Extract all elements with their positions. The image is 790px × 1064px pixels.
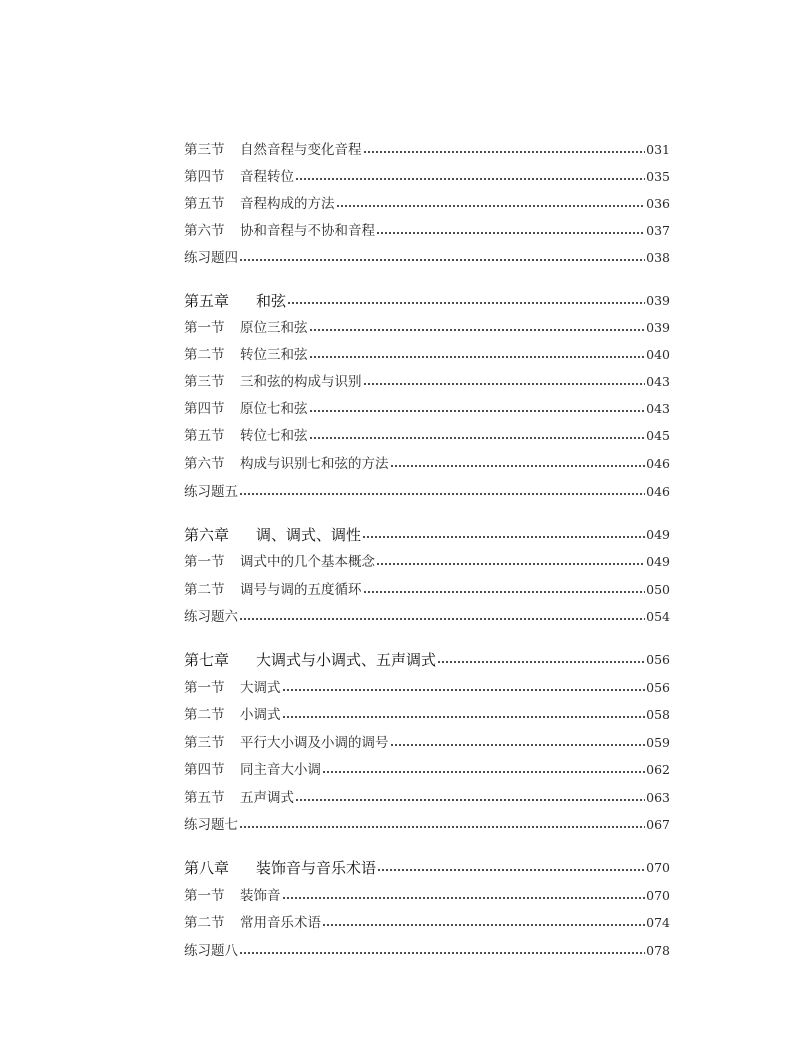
dot-leader	[295, 177, 645, 181]
entry-label	[184, 859, 376, 877]
dot-leader	[362, 535, 645, 539]
section-entry	[184, 757, 670, 779]
dot-leader	[390, 743, 646, 747]
chapter-entry	[184, 288, 670, 310]
dot-leader	[309, 436, 646, 440]
section-entry	[184, 191, 670, 213]
dot-leader	[282, 715, 646, 719]
section-number: 第四节	[184, 169, 225, 185]
section-number: 第二节	[184, 915, 225, 931]
page-number: 043	[646, 401, 670, 416]
dot-leader	[390, 464, 646, 468]
page-number: 063	[646, 790, 670, 805]
entry-title: 练习题六	[184, 609, 238, 625]
exercise-entry	[184, 812, 670, 834]
entry-title: 音程转位	[240, 169, 294, 185]
page-number: 078	[646, 943, 670, 958]
entry-label	[184, 319, 308, 337]
chapter-entry	[184, 522, 670, 544]
dot-leader	[309, 409, 646, 413]
page-number: 031	[646, 142, 670, 157]
chapter-title: 和弦	[256, 292, 287, 310]
entry-label	[184, 706, 281, 724]
section-number: 第五节	[184, 428, 225, 444]
page-number: 038	[646, 250, 670, 265]
section-number: 第五节	[184, 790, 225, 806]
section-entry	[184, 577, 670, 599]
entry-label	[184, 222, 375, 240]
entry-label	[184, 761, 321, 779]
page-number: 046	[646, 456, 670, 471]
entry-label	[184, 651, 436, 669]
dot-leader	[377, 868, 645, 872]
entry-title: 五声调式	[240, 790, 294, 806]
dot-leader	[309, 328, 646, 332]
entry-label	[184, 679, 281, 697]
page-number: 070	[646, 888, 670, 903]
entry-label	[184, 141, 362, 159]
page-number: 045	[646, 428, 670, 443]
page-number: 056	[646, 680, 670, 695]
page-number: 070	[646, 860, 670, 875]
page-number: 058	[646, 707, 670, 722]
page-number: 067	[646, 817, 670, 832]
section-entry	[184, 342, 670, 364]
dot-leader	[239, 492, 645, 496]
dot-leader	[295, 798, 645, 802]
section-entry	[184, 883, 670, 905]
section-entry	[184, 702, 670, 724]
section-number: 第四节	[184, 401, 225, 417]
entry-label	[184, 887, 281, 905]
page-number: 043	[646, 374, 670, 389]
dot-leader	[363, 590, 646, 594]
entry-title: 调式中的几个基本概念	[240, 554, 375, 570]
section-number: 第一节	[184, 554, 225, 570]
section-entry	[184, 218, 670, 240]
entry-label	[184, 914, 321, 932]
chapter-title: 装饰音与音乐术语	[256, 859, 377, 877]
section-entry	[184, 730, 670, 752]
section-entry	[184, 369, 670, 391]
chapter-number: 第五章	[184, 292, 230, 310]
section-number: 第一节	[184, 320, 225, 336]
entry-label	[184, 195, 335, 213]
exercise-entry	[184, 938, 670, 960]
section-entry	[184, 910, 670, 932]
exercise-entry	[184, 245, 670, 267]
entry-title: 转位七和弦	[240, 428, 308, 444]
entry-label	[184, 455, 389, 473]
dot-leader	[309, 355, 646, 359]
section-number: 第三节	[184, 142, 225, 158]
page-number: 036	[646, 196, 670, 211]
page-number: 074	[646, 915, 670, 930]
entry-label	[184, 789, 294, 807]
dot-leader	[376, 231, 645, 235]
section-number: 第二节	[184, 347, 225, 363]
page-number: 059	[646, 735, 670, 750]
dot-leader	[437, 660, 645, 664]
entry-title: 大调式	[240, 680, 281, 696]
page-number: 050	[646, 582, 670, 597]
section-entry	[184, 137, 670, 159]
section-entry	[184, 315, 670, 337]
chapter-number: 第七章	[184, 651, 230, 669]
section-number: 第六节	[184, 223, 225, 239]
entry-title: 转位三和弦	[240, 347, 308, 363]
dot-leader	[239, 258, 645, 262]
page-number: 049	[646, 527, 670, 542]
entry-label	[184, 816, 238, 834]
entry-title: 常用音乐术语	[240, 915, 321, 931]
entry-title: 调号与调的五度循环	[240, 582, 362, 598]
entry-label	[184, 168, 294, 186]
entry-title: 练习题四	[184, 250, 238, 266]
page-number: 049	[646, 554, 670, 569]
entry-title: 同主音大小调	[240, 762, 321, 778]
dot-leader	[363, 382, 646, 386]
chapter-entry	[184, 855, 670, 877]
dot-leader	[322, 770, 645, 774]
entry-title: 装饰音	[240, 888, 281, 904]
section-number: 第一节	[184, 680, 225, 696]
entry-label	[184, 942, 238, 960]
chapter-number: 第六章	[184, 526, 230, 544]
entry-label	[184, 734, 389, 752]
section-number: 第六节	[184, 456, 225, 472]
page-number: 039	[646, 320, 670, 335]
entry-title: 自然音程与变化音程	[240, 142, 362, 158]
dot-leader	[376, 562, 645, 566]
exercise-entry	[184, 604, 670, 626]
dot-leader	[282, 896, 646, 900]
page-number: 035	[646, 169, 670, 184]
page-number: 054	[646, 609, 670, 624]
entry-label	[184, 581, 362, 599]
section-number: 第五节	[184, 196, 225, 212]
dot-leader	[239, 825, 645, 829]
dot-leader	[322, 923, 645, 927]
section-entry	[184, 451, 670, 473]
section-number: 第三节	[184, 735, 225, 751]
entry-label	[184, 346, 308, 364]
dot-leader	[363, 150, 646, 154]
page-number: 062	[646, 762, 670, 777]
chapter-number: 第八章	[184, 859, 230, 877]
page-number: 037	[646, 223, 670, 238]
page-number: 039	[646, 293, 670, 308]
entry-label	[184, 373, 362, 391]
dot-leader	[287, 301, 645, 305]
section-entry	[184, 423, 670, 445]
dot-leader	[239, 951, 645, 955]
entry-title: 构成与识别七和弦的方法	[240, 456, 389, 472]
section-entry	[184, 785, 670, 807]
section-number: 第一节	[184, 888, 225, 904]
section-entry	[184, 675, 670, 697]
chapter-title: 调、调式、调性	[256, 526, 362, 544]
entry-title: 原位三和弦	[240, 320, 308, 336]
page-number: 046	[646, 484, 670, 499]
entry-label	[184, 249, 238, 267]
entry-label	[184, 400, 308, 418]
section-number: 第四节	[184, 762, 225, 778]
entry-title: 平行大小调及小调的调号	[240, 735, 389, 751]
entry-title: 原位七和弦	[240, 401, 308, 417]
entry-label	[184, 553, 375, 571]
section-entry	[184, 164, 670, 186]
entry-label	[184, 608, 238, 626]
entry-title: 协和音程与不协和音程	[240, 223, 375, 239]
entry-label	[184, 427, 308, 445]
entry-title: 音程构成的方法	[240, 196, 335, 212]
chapter-title: 大调式与小调式、五声调式	[256, 651, 437, 669]
entry-title: 练习题七	[184, 817, 238, 833]
page-number: 040	[646, 347, 670, 362]
section-entry	[184, 549, 670, 571]
page-number: 056	[646, 652, 670, 667]
dot-leader	[239, 617, 645, 621]
dot-leader	[282, 688, 646, 692]
entry-label	[184, 526, 361, 544]
entry-label	[184, 292, 286, 310]
entry-title: 三和弦的构成与识别	[240, 374, 362, 390]
section-number: 第二节	[184, 582, 225, 598]
chapter-entry	[184, 647, 670, 669]
entry-title: 练习题八	[184, 943, 238, 959]
dot-leader	[336, 204, 646, 208]
section-number: 第三节	[184, 374, 225, 390]
section-number: 第二节	[184, 707, 225, 723]
exercise-entry	[184, 479, 670, 501]
entry-label	[184, 483, 238, 501]
entry-title: 小调式	[240, 707, 281, 723]
section-entry	[184, 396, 670, 418]
entry-title: 练习题五	[184, 484, 238, 500]
